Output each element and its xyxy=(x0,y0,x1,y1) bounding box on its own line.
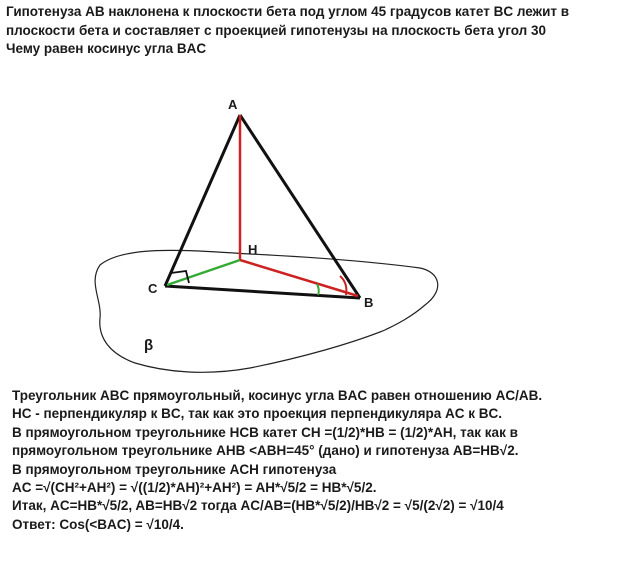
edge-ac xyxy=(165,115,240,286)
edge-ab xyxy=(240,115,360,298)
solution-text xyxy=(12,387,612,534)
solution-line: В прямоугольном треугольнике HCB катет CH =(1/2)*HB = (1/2)*AH, так как в xyxy=(12,424,518,440)
label-b: B xyxy=(364,295,374,310)
problem-line: плоскости бета и составляет с проекцией гипотенузы на плоскость бета угол 30 xyxy=(6,22,547,38)
angle-arc-b-green xyxy=(317,284,319,295)
solution-line: AC =√(CH²+AH²) = √((1/2)*AH)²+AH²) = AH*√5/2 = HB*√5/2. xyxy=(12,480,377,496)
solution-line: прямоугольном треугольнике AHB <ABH=45° (дано) и гипотенуза AB=HB√2. xyxy=(12,443,519,459)
label-c: C xyxy=(148,281,158,296)
problem-line: Гипотенуза AB наклонена к плоскости бета под углом 45 градусов катет BC лежит в xyxy=(6,4,570,19)
problem-line: Чему равен косинус угла BAC xyxy=(6,41,207,56)
label-plane-beta: β xyxy=(144,337,154,354)
solution-line: В прямоугольном треугольнике ACH гипотенуза xyxy=(12,461,337,477)
label-h: H xyxy=(248,242,258,257)
solution-line: Треугольник ABC прямоугольный, косинус угла BAC равен отношению AC/AB. xyxy=(12,388,543,403)
solution-line: HC - перпендикуляр к BC, так как это проекция перпендикуляра AC к BC. xyxy=(12,406,503,422)
solution-line: Ответ: Cos(<BAC) = √10/4. xyxy=(12,516,184,532)
label-a: A xyxy=(228,97,238,112)
solution-line: Итак, AC=HB*√5/2, AB=HB√2 тогда AC/AB=(HB*√5/2)/HB√2 = √5/(2√2) = √10/4 xyxy=(12,498,504,514)
